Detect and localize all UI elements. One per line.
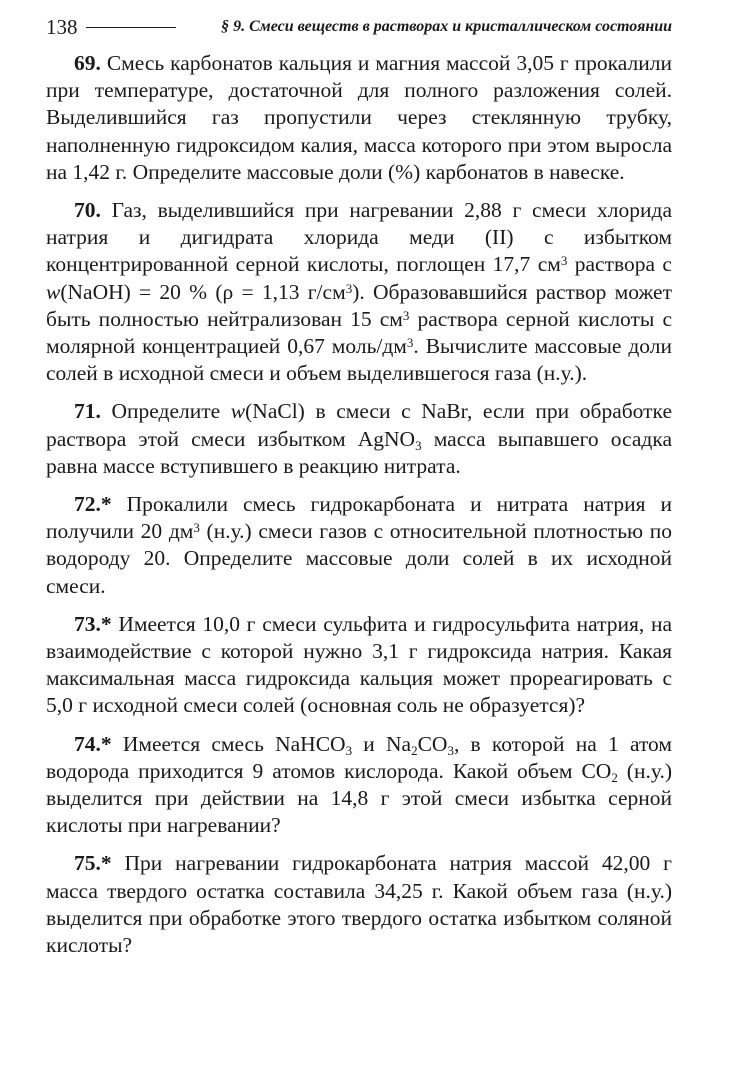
subscript: 2: [611, 769, 618, 785]
problem-text: Прокалили смесь гидрокарбоната и нитрата натрия и получили 20 дм: [46, 492, 672, 544]
problem-number: 71.: [74, 399, 101, 424]
subscript: 3: [345, 742, 353, 758]
problem-text: (NaCl) в смеси с NaBr, если при обработке раствора этой смеси избытком AgNO: [46, 399, 673, 451]
section-title: § 9. Смеси веществ в растворах и кристаллическом состоянии: [221, 18, 672, 35]
problem-text: , в которой на 1 атом водорода приходится 9 атомов кислорода. Какой объем CO: [46, 731, 672, 783]
problem-text: Смесь карбонатов кальция и магния массой 3,05 г прокалили при температуре, достаточной для полного разложения солей. Выделившийся газ пропустили через стеклянную трубку, наполненную гидроксидом калия, масса которого при этом выросла на 1,42 г. Определите массовые доли (%) карбонатов в навеске.: [46, 51, 673, 184]
problem-text: раствора с: [567, 252, 672, 277]
problem-71: [46, 398, 672, 480]
superscript: 3: [345, 280, 353, 296]
page-number: 138: [46, 15, 78, 39]
problem-text: (NaOH) = 20 % (ρ = 1,13 г/см: [60, 279, 346, 304]
problem-number: 72.*: [74, 492, 112, 517]
problem-74: [46, 731, 672, 840]
subscript: 3: [447, 742, 454, 758]
problem-70: [46, 197, 672, 387]
superscript: 3: [402, 307, 410, 323]
subscript: 2: [411, 742, 418, 758]
mass-fraction-symbol: w: [230, 399, 246, 424]
superscript: 3: [193, 520, 200, 536]
problem-text: масса выпавшего осадка равна массе вступившего в реакцию нитрата.: [46, 426, 672, 478]
problem-72: [46, 491, 672, 600]
subscript: 3: [415, 437, 422, 453]
problem-text: ). Образовавшийся раствор может быть полностью нейтрализован 15 см: [46, 279, 672, 331]
problem-text: Определите: [111, 399, 231, 424]
superscript: 3: [406, 335, 414, 351]
problem-text: (н.у.) выделится при действии на 14,8 г этой смеси избытка серной кислоты при нагревании?: [46, 758, 672, 838]
problem-73: [46, 611, 672, 720]
mass-fraction-symbol: w: [46, 279, 61, 304]
problem-69: [46, 50, 672, 186]
problem-text: и Na: [352, 731, 412, 756]
header-rule: [86, 27, 176, 28]
problem-75: [46, 850, 672, 959]
problem-text: CO: [417, 731, 448, 756]
problems-list: [46, 50, 672, 970]
problem-text: Имеется 10,0 г смеси сульфита и гидросульфита натрия, на взаимодействие с которой нужно 3,1 г гидроксида натрия. Какая максимальная масса гидроксида кальция может прореагировать с 5,0 г исходной смеси солей (основная соль не образуется)?: [46, 611, 673, 718]
problem-number: 73.*: [74, 611, 112, 636]
problem-number: 70.: [74, 198, 101, 223]
problem-number: 69.: [74, 51, 101, 75]
problem-number: 74.*: [74, 731, 112, 756]
problem-text: раствора серной кислоты с молярной концентрацией 0,67 моль/дм: [46, 306, 672, 359]
problem-number: 75.*: [74, 851, 112, 876]
problem-text: . Вычислите массовые доли солей в исходной смеси и объем выделившегося газа (н.у.).: [46, 334, 672, 386]
problem-text: Газ, выделившийся при нагревании 2,88 г смеси хлорида натрия и дигидрата хлорида меди (II) с избытком концентрированной серной кислоты, поглощен 17,7 см: [46, 198, 672, 277]
problem-text: При нагревании гидрокарбоната натрия массой 42,00 г масса твердого остатка составила 34,25 г. Какой объем газа (н.у.) выделится при обработке этого твердого остатка избытком соляной кислоты?: [46, 851, 672, 958]
superscript: 3: [560, 253, 568, 269]
problem-text: Имеется смесь NaHCO: [122, 731, 346, 756]
problem-text: (н.у.) смеси газов с относительной плотностью по водороду 20. Определите массовые доли солей в их исходной смеси.: [46, 519, 672, 598]
